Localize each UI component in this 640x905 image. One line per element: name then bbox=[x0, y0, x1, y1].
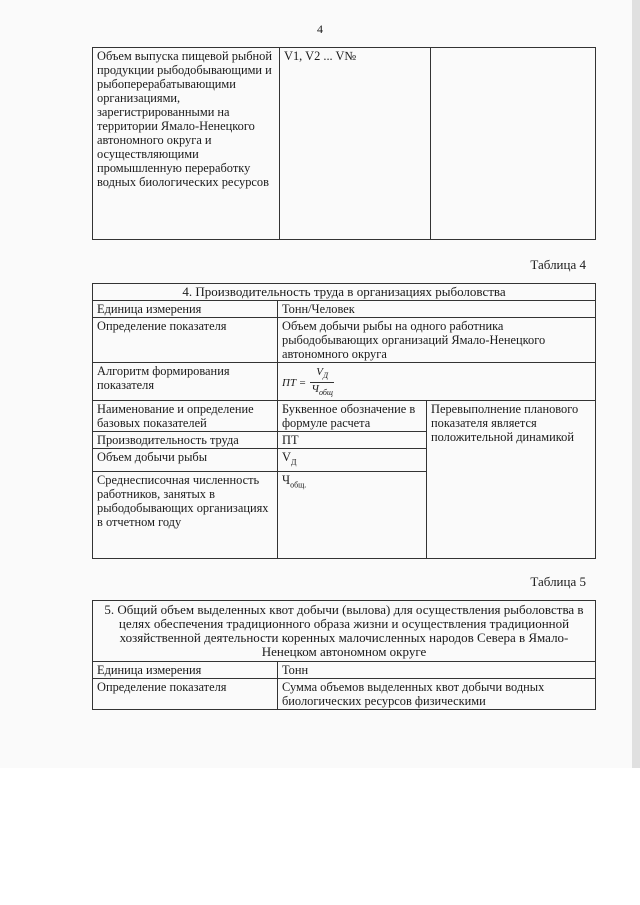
unit-value: Тонн/Человек bbox=[278, 301, 596, 318]
formula-lhs: ПТ = bbox=[282, 376, 307, 389]
table4 bbox=[92, 283, 596, 559]
row-symbol: $Ч_{общ.}$ bbox=[278, 471, 427, 558]
table5-header: 5. Общий объем выделенных квот добычи (вылова) для осуществления рыболовства в целях обеспечения традиционного образа жизни и осуществления традиционной хозяйственной деятельности коренных малочисленных народов Севера в Ямало-Ненецком автономном округе bbox=[93, 601, 596, 662]
formula bbox=[282, 366, 334, 399]
unit-label: Единица измерения bbox=[93, 662, 278, 679]
row-symbol: ПТ bbox=[278, 432, 427, 449]
formula-numerator: $V_Д$ bbox=[310, 366, 334, 383]
table5-caption: Таблица 5 bbox=[530, 574, 586, 589]
formula-cell bbox=[278, 363, 596, 401]
row-label: Объем выпуска пищевой рыбной продукции рыбодобывающими и рыбоперерабатывающими организациями, зарегистрированными на территории Ямало-Ненецкого автономного округа и осуществляющими промышленную переработку водных биологических ресурсов bbox=[93, 48, 280, 240]
dynamics-note: Перевыполнение планового показателя является положительной динамикой bbox=[427, 401, 596, 558]
blank-area bbox=[0, 768, 640, 905]
table5 bbox=[92, 600, 596, 710]
formula-fraction bbox=[310, 366, 334, 399]
definition-value: Сумма объемов выделенных квот добычи водных биологических ресурсов физическими bbox=[278, 679, 596, 710]
row-name: Среднесписочная численность работников, занятых в рыбодобывающих организациях в отчетном году bbox=[93, 471, 278, 558]
row-symbol: $V_Д$ bbox=[278, 449, 427, 471]
row-value: V1, V2 ... V№ bbox=[280, 48, 431, 240]
algorithm-label: Алгоритм формирования показателя bbox=[93, 363, 278, 401]
definition-label: Определение показателя bbox=[93, 679, 278, 710]
base-symbol-header: Буквенное обозначение в формуле расчета bbox=[278, 401, 427, 432]
definition-label: Определение показателя bbox=[93, 318, 278, 363]
table-continued bbox=[92, 47, 596, 240]
formula-denominator: $Ч_{общ}$ bbox=[311, 383, 333, 398]
unit-value: Тонн bbox=[278, 662, 596, 679]
unit-label: Единица измерения bbox=[93, 301, 278, 318]
row-note bbox=[431, 48, 596, 240]
page-number: 4 bbox=[317, 22, 323, 36]
row-name: Производительность труда bbox=[93, 432, 278, 449]
table4-header: 4. Производительность труда в организациях рыболовства bbox=[93, 284, 596, 301]
definition-value: Объем добычи рыбы на одного работника рыбодобывающих организаций Ямало-Ненецкого автономного округа bbox=[278, 318, 596, 363]
table-row bbox=[93, 48, 596, 240]
table4-caption: Таблица 4 bbox=[530, 257, 586, 272]
row-name: Объем добычи рыбы bbox=[93, 449, 278, 471]
base-label: Наименование и определение базовых показателей bbox=[93, 401, 278, 432]
